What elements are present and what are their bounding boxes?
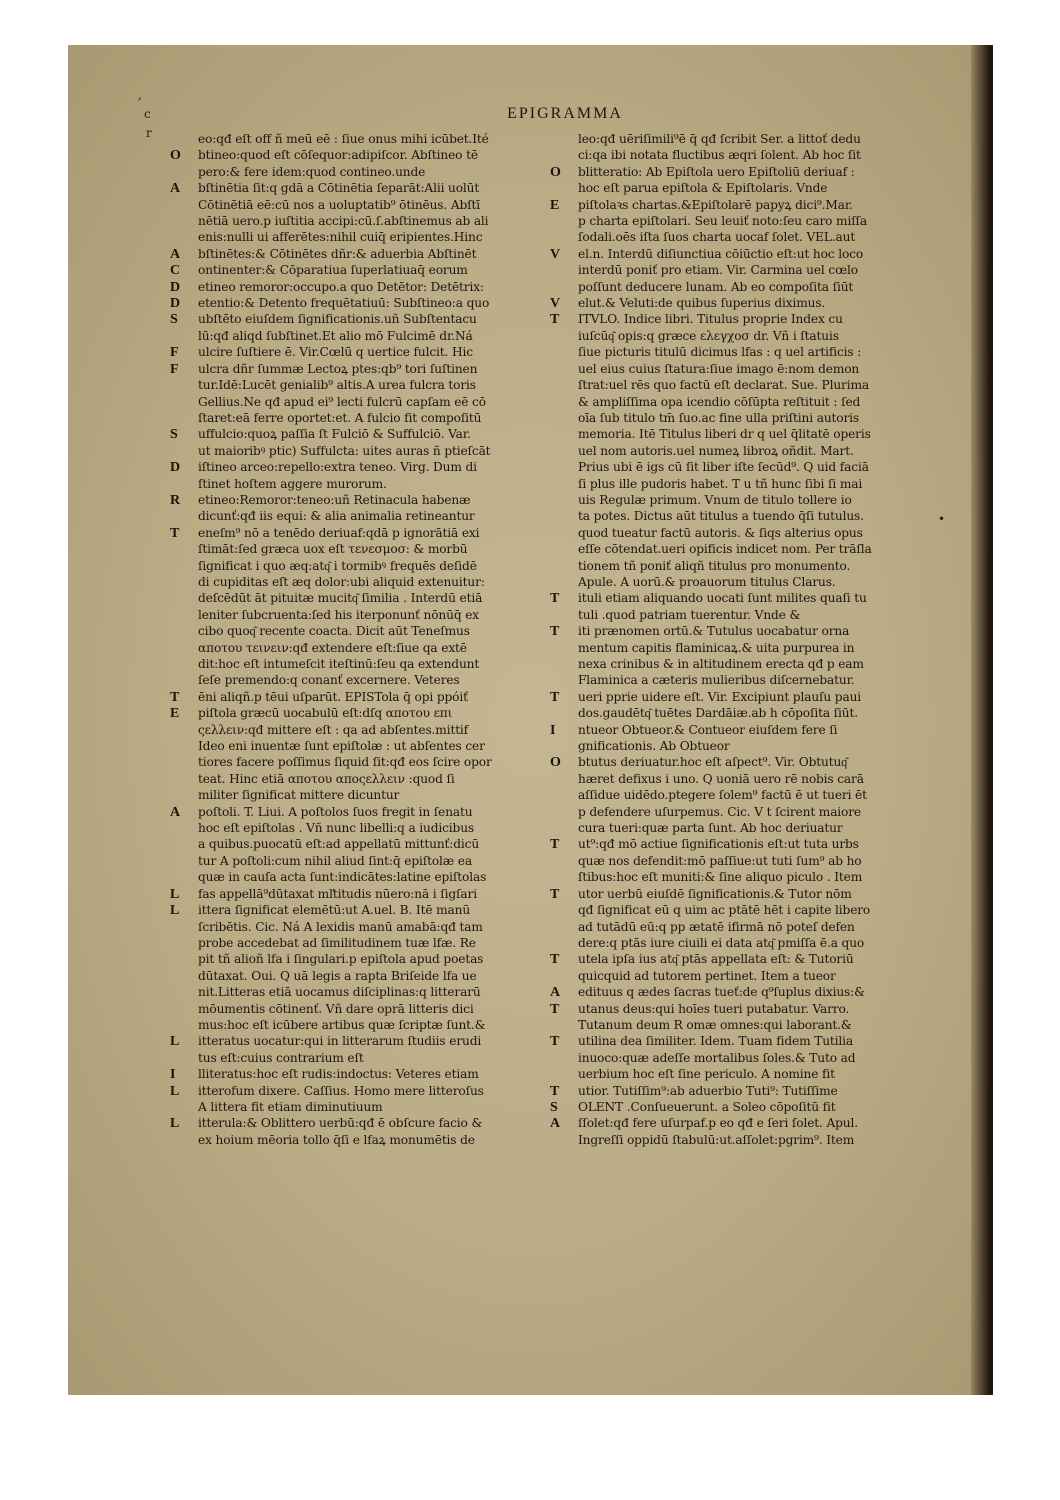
book-spine-shadow — [971, 45, 993, 1395]
text-line — [170, 377, 542, 393]
text-line — [170, 1099, 542, 1115]
line-text: enis:nulli ui afferētes:nihil cuiq̄ eripientes.Hinc — [198, 230, 483, 245]
text-line — [550, 951, 930, 967]
text-line — [550, 558, 930, 574]
text-line — [550, 935, 930, 951]
margin-initial: C — [170, 263, 181, 279]
line-text: αποτου τεινειν:qđ extendere eſt:ſiue qa extē — [198, 640, 467, 655]
text-line — [550, 344, 930, 360]
text-line — [550, 1083, 930, 1099]
text-line — [170, 787, 542, 803]
line-text: p defendere uſurpemus. Cic. V t ſcirent maiore — [578, 804, 861, 819]
margin-initial: T — [170, 689, 180, 705]
line-text: leniter ſubcruenta:ſed his iterponunť nōnūq̄ ex — [198, 607, 479, 622]
margin-initial: L — [170, 903, 180, 919]
text-line — [170, 640, 542, 656]
line-text: ςελλειν:qđ mittere eſt : qa ad abſentes.mittif — [198, 722, 469, 737]
line-text: cura tueri:quæ parta ſunt. Ab hoc deriuatur — [578, 821, 843, 836]
line-text: ITVLO. Indice libri. Titulus proprie Index cu — [578, 312, 843, 327]
line-text: p charta epiſtolari. Seu leuiť noto:ſeu caro miſſa — [578, 214, 868, 229]
text-line — [550, 476, 930, 492]
line-text: utanus deus:qui hoīes tueri putabatur. Varro. — [578, 1001, 850, 1016]
text-line — [170, 295, 542, 311]
text-line — [170, 935, 542, 951]
line-text: ubſtēto eiuſdem ſignificationis.uñ Subſtentacu — [198, 312, 477, 327]
text-line — [550, 886, 930, 902]
margin-initial: E — [550, 197, 560, 213]
line-text: eo:qđ eſt off ñ meū eē : ſiue onus mihi icūbet.Ité — [198, 132, 489, 146]
text-line — [170, 213, 542, 229]
margin-initial: A — [170, 181, 181, 197]
line-text: dūtaxat. Oui. Q uā legis a rapta Briſeide lfa ue — [198, 968, 477, 983]
line-text: ituli etiam aliquando uocati ſunt milites quaſi tu — [578, 591, 867, 606]
line-text: dos.gaudētq͂ tuētes Dardāiæ.ab h cōpoſita ſiūt. — [578, 706, 858, 721]
text-line — [170, 771, 542, 787]
line-text: probe accedebat ad ſimilitudinem tuæ lfæ. Re — [198, 935, 476, 950]
margin-initial: T — [550, 886, 560, 902]
margin-initial: S — [550, 1099, 558, 1115]
text-line — [550, 820, 930, 836]
line-text: ta potes. Dictus aūt titulus a tuendo q̄ſi tutulus. — [578, 509, 864, 524]
text-line — [170, 869, 542, 885]
margin-initial: D — [170, 279, 181, 295]
line-text: quod tueatur factū autoris. & ſiqs alterius opus — [578, 525, 863, 540]
line-text: blitteratio: Ab Epiſtola uero Epiſtoliū deriuaf : — [578, 164, 855, 179]
line-text: nētiā uero.p iuſtitia accipi:cū.ſ.abſtinemus ab ali — [198, 214, 489, 229]
text-line — [170, 459, 542, 475]
line-text: Ideo eni inuentæ ſunt epiſtolæ : ut abſentes cer — [198, 739, 485, 754]
line-text: uel nom autoris.uel numeꝝ libroꝝ oñdit. Mart. — [578, 443, 854, 458]
margin-initial: A — [550, 1116, 561, 1132]
text-line — [550, 295, 930, 311]
margin-initial: T — [550, 312, 560, 328]
text-line — [170, 508, 542, 524]
line-text: ſi plus ille pudoris habet. T u tñ hunc ſibi ſi mai — [578, 476, 863, 491]
margin-initial: F — [170, 345, 179, 361]
line-text: ut⁹:qđ mō actiue ſignificationis eſt:ut tuta urbs — [578, 837, 859, 852]
line-text: & ampliſſima opa icendio cōſūpta reſtituit : ſed — [578, 394, 861, 409]
text-line — [170, 279, 542, 295]
text-line — [550, 984, 930, 1000]
line-text: fas appellā⁹dūtaxat mľtitudis nūero:nā i ſigſari — [198, 886, 477, 901]
text-line — [550, 1132, 930, 1148]
text-line — [170, 1001, 542, 1017]
text-line — [550, 279, 930, 295]
text-line — [550, 1033, 930, 1049]
text-line — [170, 656, 542, 672]
text-line — [170, 328, 542, 344]
text-line — [550, 410, 930, 426]
line-text: utela ipſa ius atq͂ ptās appellata eſt: & Tutoriū — [578, 952, 854, 967]
line-text: ēni aliqñ.p tēui uſparūt. EPISTola q̄ opi ppóiť — [198, 689, 468, 704]
text-line — [170, 574, 542, 590]
line-text: teat. Hinc etiā αποτου αποςελλειν :quod ſi — [198, 771, 455, 786]
text-line — [550, 1050, 930, 1066]
text-line — [170, 197, 542, 213]
text-line — [550, 541, 930, 557]
line-text: ulcire ſuſtiere ē. Vir.Cœlū q uertice fulcit. Hic — [198, 345, 473, 360]
line-text: ut maioribꝰ ptic) Suffulcta: uites auras ñ ptieſcāt — [198, 443, 491, 458]
line-text: utor uerbū eiuſdē ſignificationis.& Tutor nōm — [578, 886, 852, 901]
line-text: iuſcūq͂ opis:q græce ελεγχοσ dr. Vñ i ſtatuis — [578, 328, 839, 343]
text-line — [550, 836, 930, 852]
line-text: ſiue picturis titulū dicimus lfas : q uel artificis : — [578, 345, 862, 360]
margin-initial: R — [170, 492, 181, 508]
line-text: ſtinet hoſtem aggere murorum. — [198, 476, 387, 491]
text-line — [550, 623, 930, 639]
line-text: inuoco:quæ adeſſe mortalibus ſoles.& Tuto ad — [578, 1050, 856, 1065]
margin-initial: T — [170, 525, 180, 541]
text-line — [550, 804, 930, 820]
margin-mark: c — [144, 107, 151, 121]
margin-initial: O — [170, 148, 181, 164]
text-line — [170, 426, 542, 442]
line-text: tiores facere poſſimus ſiquid ſit:qđ eos ſcire opor — [198, 755, 492, 770]
text-line — [550, 246, 930, 262]
text-line — [170, 246, 542, 262]
line-text: Cōtinētiā eē:cū nos a uoluptatib⁹ ōtinēus. Abſtī — [198, 197, 481, 212]
text-line — [550, 771, 930, 787]
line-text: quæ nos defendit:mō paſſiue:ut tuti ſum⁹ ab ho — [578, 853, 862, 868]
text-line — [170, 623, 542, 639]
text-line — [550, 902, 930, 918]
line-text: nit.Litteras etiā uocamus diſciplinas:q litterarū — [198, 985, 481, 1000]
line-text: eſſe cōtendat.ueri opificis indicet nom. Per trāſla — [578, 542, 872, 557]
line-text: ſcribētis. Cic. Ná A lexidis manū amabā:qđ tam — [198, 919, 483, 934]
line-text: Apule. A uorū.& proauorum titulus Clarus. — [578, 574, 836, 589]
line-text: bſtinētes:& Cōtinētes dñr:& aduerbia Abſtinēt — [198, 246, 477, 261]
line-text: Gellius.Ne qđ apud ei⁹ lecti fulcrū capſam eē cō — [198, 394, 486, 409]
line-text: itteratus uocatur:qui in litterarum ſtudiis erudi — [198, 1034, 482, 1049]
margin-initial: I — [170, 1067, 176, 1083]
text-line — [170, 180, 542, 196]
margin-initial: V — [550, 246, 561, 262]
line-text: a quibus.puocatū eſt:ad appellatū mittunť:dicū — [198, 837, 480, 852]
line-text: elut.& Veluti:de quibus ſuperius diximus. — [578, 296, 826, 311]
line-text: Ingreſſi oppidū ſtabulū:ut.aſſolet:pgrim⁹. Item — [578, 1132, 855, 1147]
line-text: etentio:& Detento frequētatiuū: Subſtineo:a quo — [198, 296, 490, 311]
line-text: pero:& fere idem:quod contineo.unde — [198, 164, 426, 179]
text-line — [550, 705, 930, 721]
text-line — [170, 984, 542, 1000]
margin-initial: D — [170, 296, 181, 312]
line-text: memoria. Itē Titulus liberi dr q uel q̄litatē operis — [578, 427, 871, 442]
margin-initial: S — [170, 312, 178, 328]
running-header: EPIGRAMMA — [507, 105, 623, 122]
margin-initial: L — [170, 886, 180, 902]
line-text: etineo remoror:occupo.a quo Detētor: Detētrix: — [198, 279, 484, 294]
line-text: qđ ſignificat eū q uim ac ptātē hēt i capite libero — [578, 903, 871, 918]
line-text: ſtaret:eā ferre oportet:et. A fulcio fit compoſitū — [198, 410, 482, 425]
text-line — [550, 1001, 930, 1017]
text-line — [170, 164, 542, 180]
text-line — [170, 558, 542, 574]
text-line — [550, 443, 930, 459]
line-text: ſtimāt:ſed græca uox eſt τενεσμοσ: & morbū — [198, 542, 468, 557]
line-text: pit tñ alioñ lfa i ſingulari.p epiſtola apud poetas — [198, 952, 484, 967]
line-text: ſſolet:qđ fere uſurpaf.p eo qđ e ſeri ſolet. Apul. — [578, 1116, 858, 1131]
margin-initial: O — [550, 164, 561, 180]
line-text: tur A poſtoli:cum nihil aliud ſint:q̄ epiſtolæ ea — [198, 853, 472, 868]
line-text: bſtinētia ſit:q gdā a Cōtinētia ſeparāt:Alii uolūt — [198, 181, 480, 196]
line-text: tus eſt:cuius contrarium eſt — [198, 1050, 364, 1065]
line-text: poſſunt deducere lunam. Ab eo compoſita ſiūt — [578, 279, 854, 294]
line-text: ſodali.oēs iſta ſuos charta uocaf ſolet. VEL.aut — [578, 230, 856, 245]
text-line — [170, 590, 542, 606]
text-line — [170, 607, 542, 623]
text-line — [550, 574, 930, 590]
line-text: nexa crinibus & in altitudinem erecta qđ p eam — [578, 657, 864, 671]
margin-initial: T — [550, 624, 560, 640]
line-text: ad tutādū eū:q pp ætatē ifirmā nō poteſ defen — [578, 919, 855, 934]
line-text: hoc eſt epiſtolas . Vñ nunc libelli:q a iudicibus — [198, 821, 475, 836]
margin-initial: V — [550, 296, 561, 312]
line-text: di cupiditas eſt æq dolor:ubi aliquid extenuitur: — [198, 574, 485, 589]
line-text: itterula:& Oblittero uerbū:qđ ē obſcure facio & — [198, 1116, 483, 1131]
margin-initial: L — [170, 1116, 180, 1132]
text-line — [170, 1017, 542, 1033]
line-text: ſtibus:hoc eſt muniti:& ſine aliquo piculo . Item — [578, 870, 863, 885]
margin-initial: T — [550, 1083, 560, 1099]
line-text: iſtineo arceo:repello:extra teneo. Virg. Dum di — [198, 460, 477, 475]
line-text: ontinenter:& Cōparatiua ſuperlatiuaq̄ eorum — [198, 263, 468, 278]
text-line — [170, 1066, 542, 1082]
line-text: gnificationis. Ab Obtueor — [578, 739, 730, 754]
line-text: dere:q ptās iure ciuili ei data atq͂ pmiſſa ē.a quo — [578, 935, 865, 950]
text-line — [170, 689, 542, 705]
text-line — [170, 919, 542, 935]
text-line — [550, 787, 930, 803]
line-text: hoc eſt parua epiſtola & Epiſtolaris. Vnde — [578, 181, 828, 196]
text-line — [550, 508, 930, 524]
margin-initial: T — [550, 837, 560, 853]
text-line — [550, 131, 930, 147]
text-line — [550, 1066, 930, 1082]
text-line — [550, 147, 930, 163]
text-line — [170, 836, 542, 852]
line-text: cibo quoq͂ recente coacta. Dicit aūt Teneſmus — [198, 624, 470, 639]
text-line — [550, 738, 930, 754]
line-text: el.n. Interdū diſiunctiua cōiūctio eſt:ut hoc loco — [578, 246, 864, 261]
line-text: aſſidue uidēdo.ptegere ſolem⁹ factū ē ut tueri ēt — [578, 788, 867, 803]
text-line — [550, 689, 930, 705]
margin-initial: A — [170, 246, 181, 262]
text-line — [170, 672, 542, 688]
text-line — [170, 394, 542, 410]
line-text: mus:hoc eſt icūbere artibus quæ ſcriptæ ſunt.& — [198, 1017, 486, 1032]
margin-initial: O — [550, 755, 561, 771]
line-text: interdū poniť pro etiam. Vir. Carmina uel cœlo — [578, 263, 858, 278]
margin-mark: , — [138, 88, 142, 102]
line-text: lū:qđ aliqd ſubſtinet.Et alio mō Fulcimē dr.Ná — [198, 328, 473, 343]
line-text: hæret defixus i uno. Q uoniā uero rē nobis carā — [578, 771, 864, 786]
text-line — [170, 968, 542, 984]
line-text: utior. Tutiſſim⁹:ab aduerbio Tuti⁹: Tutiſſime — [578, 1083, 838, 1098]
text-line — [170, 705, 542, 721]
text-line — [170, 820, 542, 836]
line-text: uffulcio:quoꝝ paſſia ſt Fulciō & Suffulciō. Var. — [198, 427, 471, 442]
text-line — [170, 361, 542, 377]
text-line — [550, 1099, 930, 1115]
line-text: Flaminica a cæteris mulieribus diſcernebatur. — [578, 673, 855, 688]
line-text: btutus deriuatur.hoc eſt aſpect⁹. Vir. Obtutuq͂ — [578, 755, 848, 770]
margin-initial: T — [550, 1034, 560, 1050]
text-line — [550, 377, 930, 393]
text-line — [170, 131, 542, 147]
text-line — [170, 410, 542, 426]
text-line — [550, 869, 930, 885]
line-text: Prius ubi ē igs cū ſit liber iſte ſecūd⁹. Q uid faciā — [578, 460, 869, 475]
margin-initial: A — [550, 985, 561, 1001]
text-line — [170, 1083, 542, 1099]
text-line — [170, 492, 542, 508]
text-line — [550, 919, 930, 935]
line-text: A littera fit etiam diminutiuum — [198, 1099, 383, 1114]
text-line — [170, 1132, 542, 1148]
line-text: deſcēdūt āt pituitæ mucitq͂ ſimilia . Interdū etiā — [198, 591, 483, 606]
line-text: uis Regulæ primum. Vnum de titulo tollere io — [578, 492, 852, 507]
line-text: ſtrat:uel rēs quo factū eſt declarat. Sue. Plurima — [578, 378, 869, 393]
line-text: oīa ſub titulo tm̄ ſuo.ac fine ulla priſtini autoris — [578, 410, 859, 425]
text-line — [550, 213, 930, 229]
text-line — [170, 722, 542, 738]
text-line — [170, 541, 542, 557]
line-text: leo:qđ uēriſimili⁹ē q̄ qđ ſcribit Ser. a littoť dedu — [578, 132, 861, 146]
text-line — [550, 640, 930, 656]
line-text: itterofum dixere. Caſſius. Homo mere litteroſus — [198, 1083, 484, 1098]
margin-initial: A — [170, 804, 181, 820]
margin-initial: F — [170, 361, 179, 377]
text-line — [170, 1050, 542, 1066]
margin-initial: I — [550, 722, 556, 738]
line-text: ex hoium mēoria tollo q̄ſi e lfaꝝ monumētis de — [198, 1132, 475, 1147]
line-text: tionem tñ poniť aliqñ titulus pro monumento. — [578, 558, 851, 573]
text-line — [550, 311, 930, 327]
text-line — [170, 262, 542, 278]
text-line — [170, 147, 542, 163]
margin-initial: T — [550, 689, 560, 705]
text-line — [170, 1033, 542, 1049]
margin-mark: • — [938, 512, 946, 526]
line-text: iti prænomen ortū.& Tutulus uocabatur orna — [578, 624, 850, 639]
text-line — [550, 164, 930, 180]
text-line — [550, 754, 930, 770]
margin-initial: E — [170, 706, 180, 722]
text-line — [550, 722, 930, 738]
line-text: lliteratus:hoc eſt rudis:indoctus: Veteres etiam — [198, 1067, 479, 1082]
text-line — [550, 525, 930, 541]
text-line — [170, 853, 542, 869]
line-text: etineo:Remoror:teneo:uñ Retinacula habenæ — [198, 492, 471, 507]
line-text: piſtolaꝛs chartas.&Epiſtolarē papyꝝ dici⁹.Mar. — [578, 197, 853, 212]
line-text: piſtola græcū uocabulū eſt:dſq αποτου επι — [198, 706, 453, 721]
text-line — [550, 394, 930, 410]
line-text: ulcra dñr ſummæ Lectoꝝ ptes:qb⁹ tori ſuſtinen — [198, 361, 478, 376]
text-line — [170, 229, 542, 245]
line-text: ci:qa ibi notata fluctibus æqri ſolent. Ab hoc ſit — [578, 148, 861, 163]
text-line — [550, 1115, 930, 1131]
line-text: uel eius cuius ſtatura:ſiue imago ē:nom demon — [578, 361, 860, 376]
line-text: dicunť:qđ iis equi: & alia animalia retineantur — [198, 509, 475, 524]
text-line — [550, 229, 930, 245]
margin-initial: S — [170, 427, 178, 443]
line-text: ueri pprie uidere eſt. Vir. Excipiunt plauſu paui — [578, 689, 862, 704]
text-line — [550, 607, 930, 623]
text-line — [170, 754, 542, 770]
text-line — [550, 197, 930, 213]
text-line — [170, 476, 542, 492]
line-text: ittera ſignificat elemētū:ut A.uel. B. Itē manū — [198, 903, 471, 918]
text-line — [170, 443, 542, 459]
line-text: mentum capitis flaminicaꝝ.& uita purpurea in — [578, 640, 855, 655]
text-line — [550, 656, 930, 672]
text-line — [550, 672, 930, 688]
text-line — [550, 1017, 930, 1033]
text-line — [170, 804, 542, 820]
text-line — [550, 262, 930, 278]
margin-initial: T — [550, 1001, 560, 1017]
margin-initial: L — [170, 1083, 180, 1099]
line-text: OLENT .Conſueuerunt. a Soleo cōpoſitū fit — [578, 1099, 836, 1114]
margin-mark: r — [146, 126, 152, 140]
margin-initial: L — [170, 1034, 180, 1050]
text-line — [550, 853, 930, 869]
text-line — [170, 902, 542, 918]
text-line — [550, 361, 930, 377]
text-line — [550, 426, 930, 442]
line-text: eneſm⁹ nō a tenēdo deriuaf:qdā p ignorātiā exi — [198, 525, 480, 540]
line-text: quæ in cauſa acta ſunt:indicātes:latine epiſtolas — [198, 870, 487, 885]
text-line — [550, 590, 930, 606]
line-text: quicquid ad tutorem pertinet. Item a tueor — [578, 968, 836, 983]
text-line — [550, 180, 930, 196]
text-line — [550, 459, 930, 475]
margin-initial: T — [550, 952, 560, 968]
line-text: tuli .quod patriam tuerentur. Vnde & — [578, 607, 801, 622]
text-line — [170, 344, 542, 360]
text-line — [170, 886, 542, 902]
line-text: militer ſignificat mittere dicuntur — [198, 788, 400, 803]
text-line — [170, 738, 542, 754]
line-text: ntueor Obtueor.& Contueor eiuſdem fere ſi — [578, 722, 838, 737]
text-line — [170, 525, 542, 541]
left-text-column — [170, 131, 542, 1148]
line-text: btineo:quod eſt cōſequor:adipiſcor. Abſtineo tē — [198, 148, 478, 163]
line-text: utilina dea ſimiliter. Idem. Tuam fidem Tutilia — [578, 1034, 854, 1049]
line-text: tur.Idē:Lucēt genialib⁹ altis.A urea fulcra toris — [198, 378, 476, 393]
text-line — [550, 328, 930, 344]
line-text: ſeſe premendo:q conanť excernere. Veteres — [198, 673, 460, 688]
right-text-column — [550, 131, 930, 1148]
text-line — [170, 1115, 542, 1131]
margin-initial: T — [550, 591, 560, 607]
text-line — [550, 492, 930, 508]
text-line — [170, 311, 542, 327]
text-line — [170, 951, 542, 967]
line-text: uerbium hoc eſt ſine periculo. A nomine fit — [578, 1067, 835, 1082]
text-line — [550, 968, 930, 984]
margin-initial: D — [170, 460, 181, 476]
line-text: edituus q ædes ſacras tueť:de q⁹ſuplus dixius:& — [578, 985, 865, 1000]
line-text: poſtoli. T. Liui. A poſtolos ſuos fregit in ſenatu — [198, 804, 473, 819]
line-text: Tutanum deum R omæ omnes:qui laborant.& — [578, 1017, 852, 1032]
line-text: mōumentis cōtinenť. Vñ dare oprā litteris dici — [198, 1001, 474, 1016]
line-text: dit:hoc eſt intumeſcit iteſtinū:ſeu qa extendunt — [198, 657, 480, 671]
line-text: ſignificat i quo æq:atq͂ i tormibꝰ frequēs deſidē — [198, 558, 477, 573]
